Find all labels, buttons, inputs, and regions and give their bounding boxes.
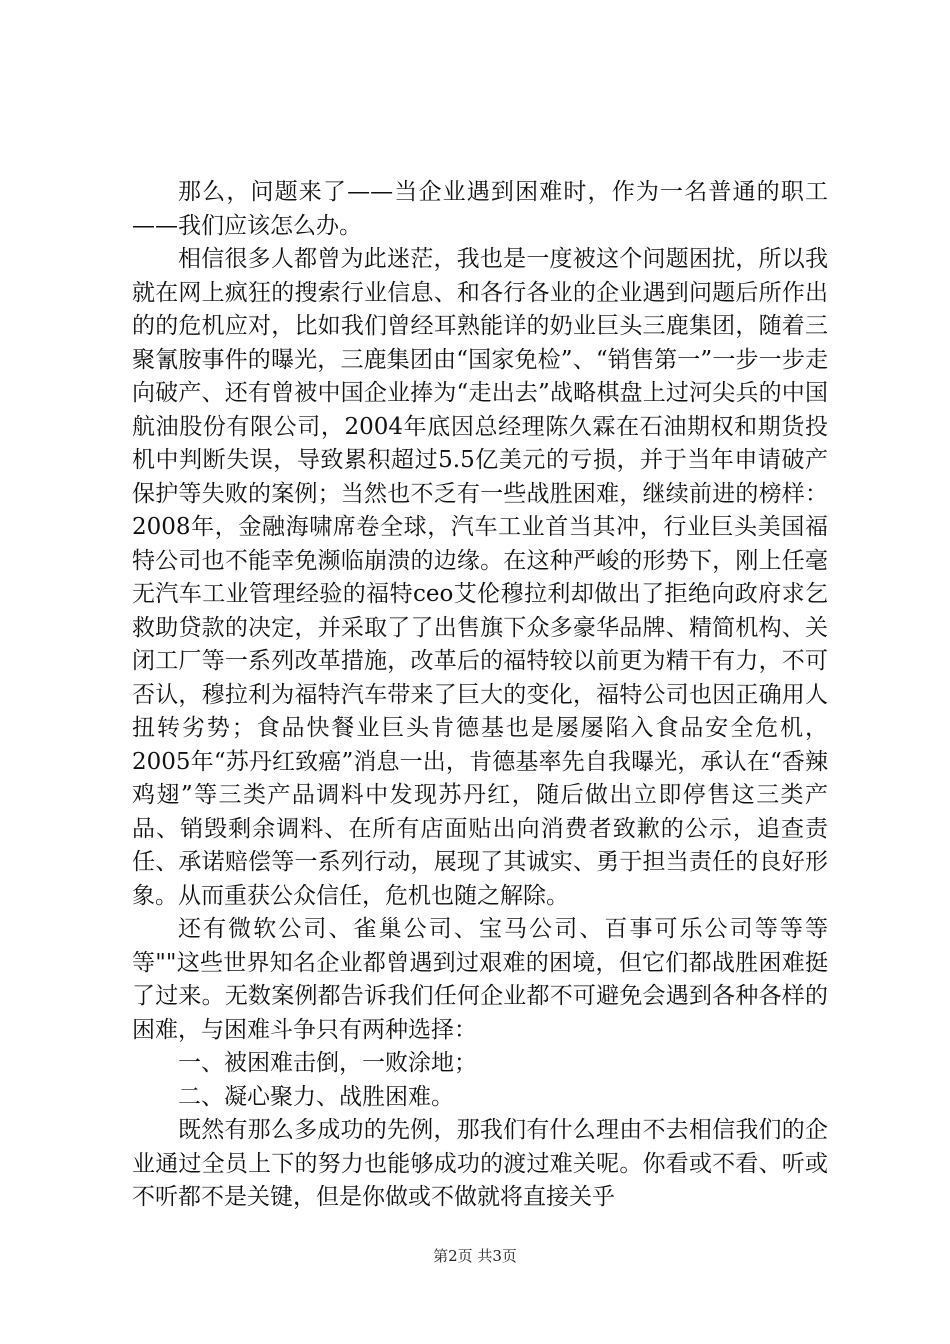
- document-body: [132, 176, 828, 1215]
- paragraph-companies: 还有微软公司、雀巢公司、宝马公司、百事可乐公司等等等等""这些世界知名企业都曾遇到过艰难的困境，但它们都战胜困难挺了过来。无数案例都告诉我们任何企业都不可避免会遇到各种各样的困难，与困难斗争只有两种选择：: [132, 916, 828, 1043]
- paragraph-choice-one: 一、被困难击倒，一败涂地；: [178, 1050, 477, 1076]
- paragraph-conclusion: 既然有那么多成功的先例，那我们有什么理由不去相信我们的企业通过全员上下的努力也能够成功的渡过难关呢。你看或不看、听或不听都不是关键，但是你做或不做就将直接关乎: [132, 1117, 828, 1210]
- paragraph-question: 那么，问题来了——当企业遇到困难时，作为一名普通的职工——我们应该怎么办。: [132, 179, 828, 239]
- page-number-footer: 第2页 共3页: [433, 1247, 517, 1265]
- paragraph-cases: 相信很多人都曾为此迷茫，我也是一度被这个问题困扰，所以我就在网上疯狂的搜索行业信息、和各行各业的企业遇到问题后所作出的的危机应对，比如我们曾经耳熟能详的奶业巨头三鹿集团，随着三聚氰胺事件的曝光，三鹿集团由“国家免检”、“销售第一”一步一步走向破产、还有曾被中国企业捧为“走出去”战略棋盘上过河尖兵的中国航油股份有限公司，2004年底因总经理陈久霖在石油期权和期货投机中判断失误，导致累积超过5.5亿美元的亏损，并于当年申请破产保护等失败的案例；当然也不乏有一些战胜困难，继续前进的榜样：2008年，金融海啸席卷全球，汽车工业首当其冲，行业巨头美国福特公司也不能幸免濒临崩溃的边缘。在这种严峻的形势下，刚上任毫无汽车工业管理经验的福特ceo艾伦穆拉利却做出了拒绝向政府求乞救助贷款的决定，并采取了了出售旗下众多豪华品牌、精简机构、关闭工厂等一系列改革措施，改革后的福特较以前更为精干有力，不可否认，穆拉利为福特汽车带来了巨大的变化，福特公司也因正确用人扭转劣势；食品快餐业巨头肯德基也是屡屡陷入食品安全危机，2005年“苏丹红致癌”消息一出，肯德基率先自我曝光，承认在“香辣鸡翅”等三类产品调料中发现苏丹红，随后做出立即停售这三类产品、销毁剩余调料、在所有店面贴出向消费者致歉的公示，追查责任、承诺赔偿等一系列行动，展现了其诚实、勇于担当责任的良好形象。从而重获公众信任，危机也随之解除。: [132, 246, 828, 909]
- paragraph-choice-two: 二、凝心聚力、战胜困难。: [178, 1083, 454, 1110]
